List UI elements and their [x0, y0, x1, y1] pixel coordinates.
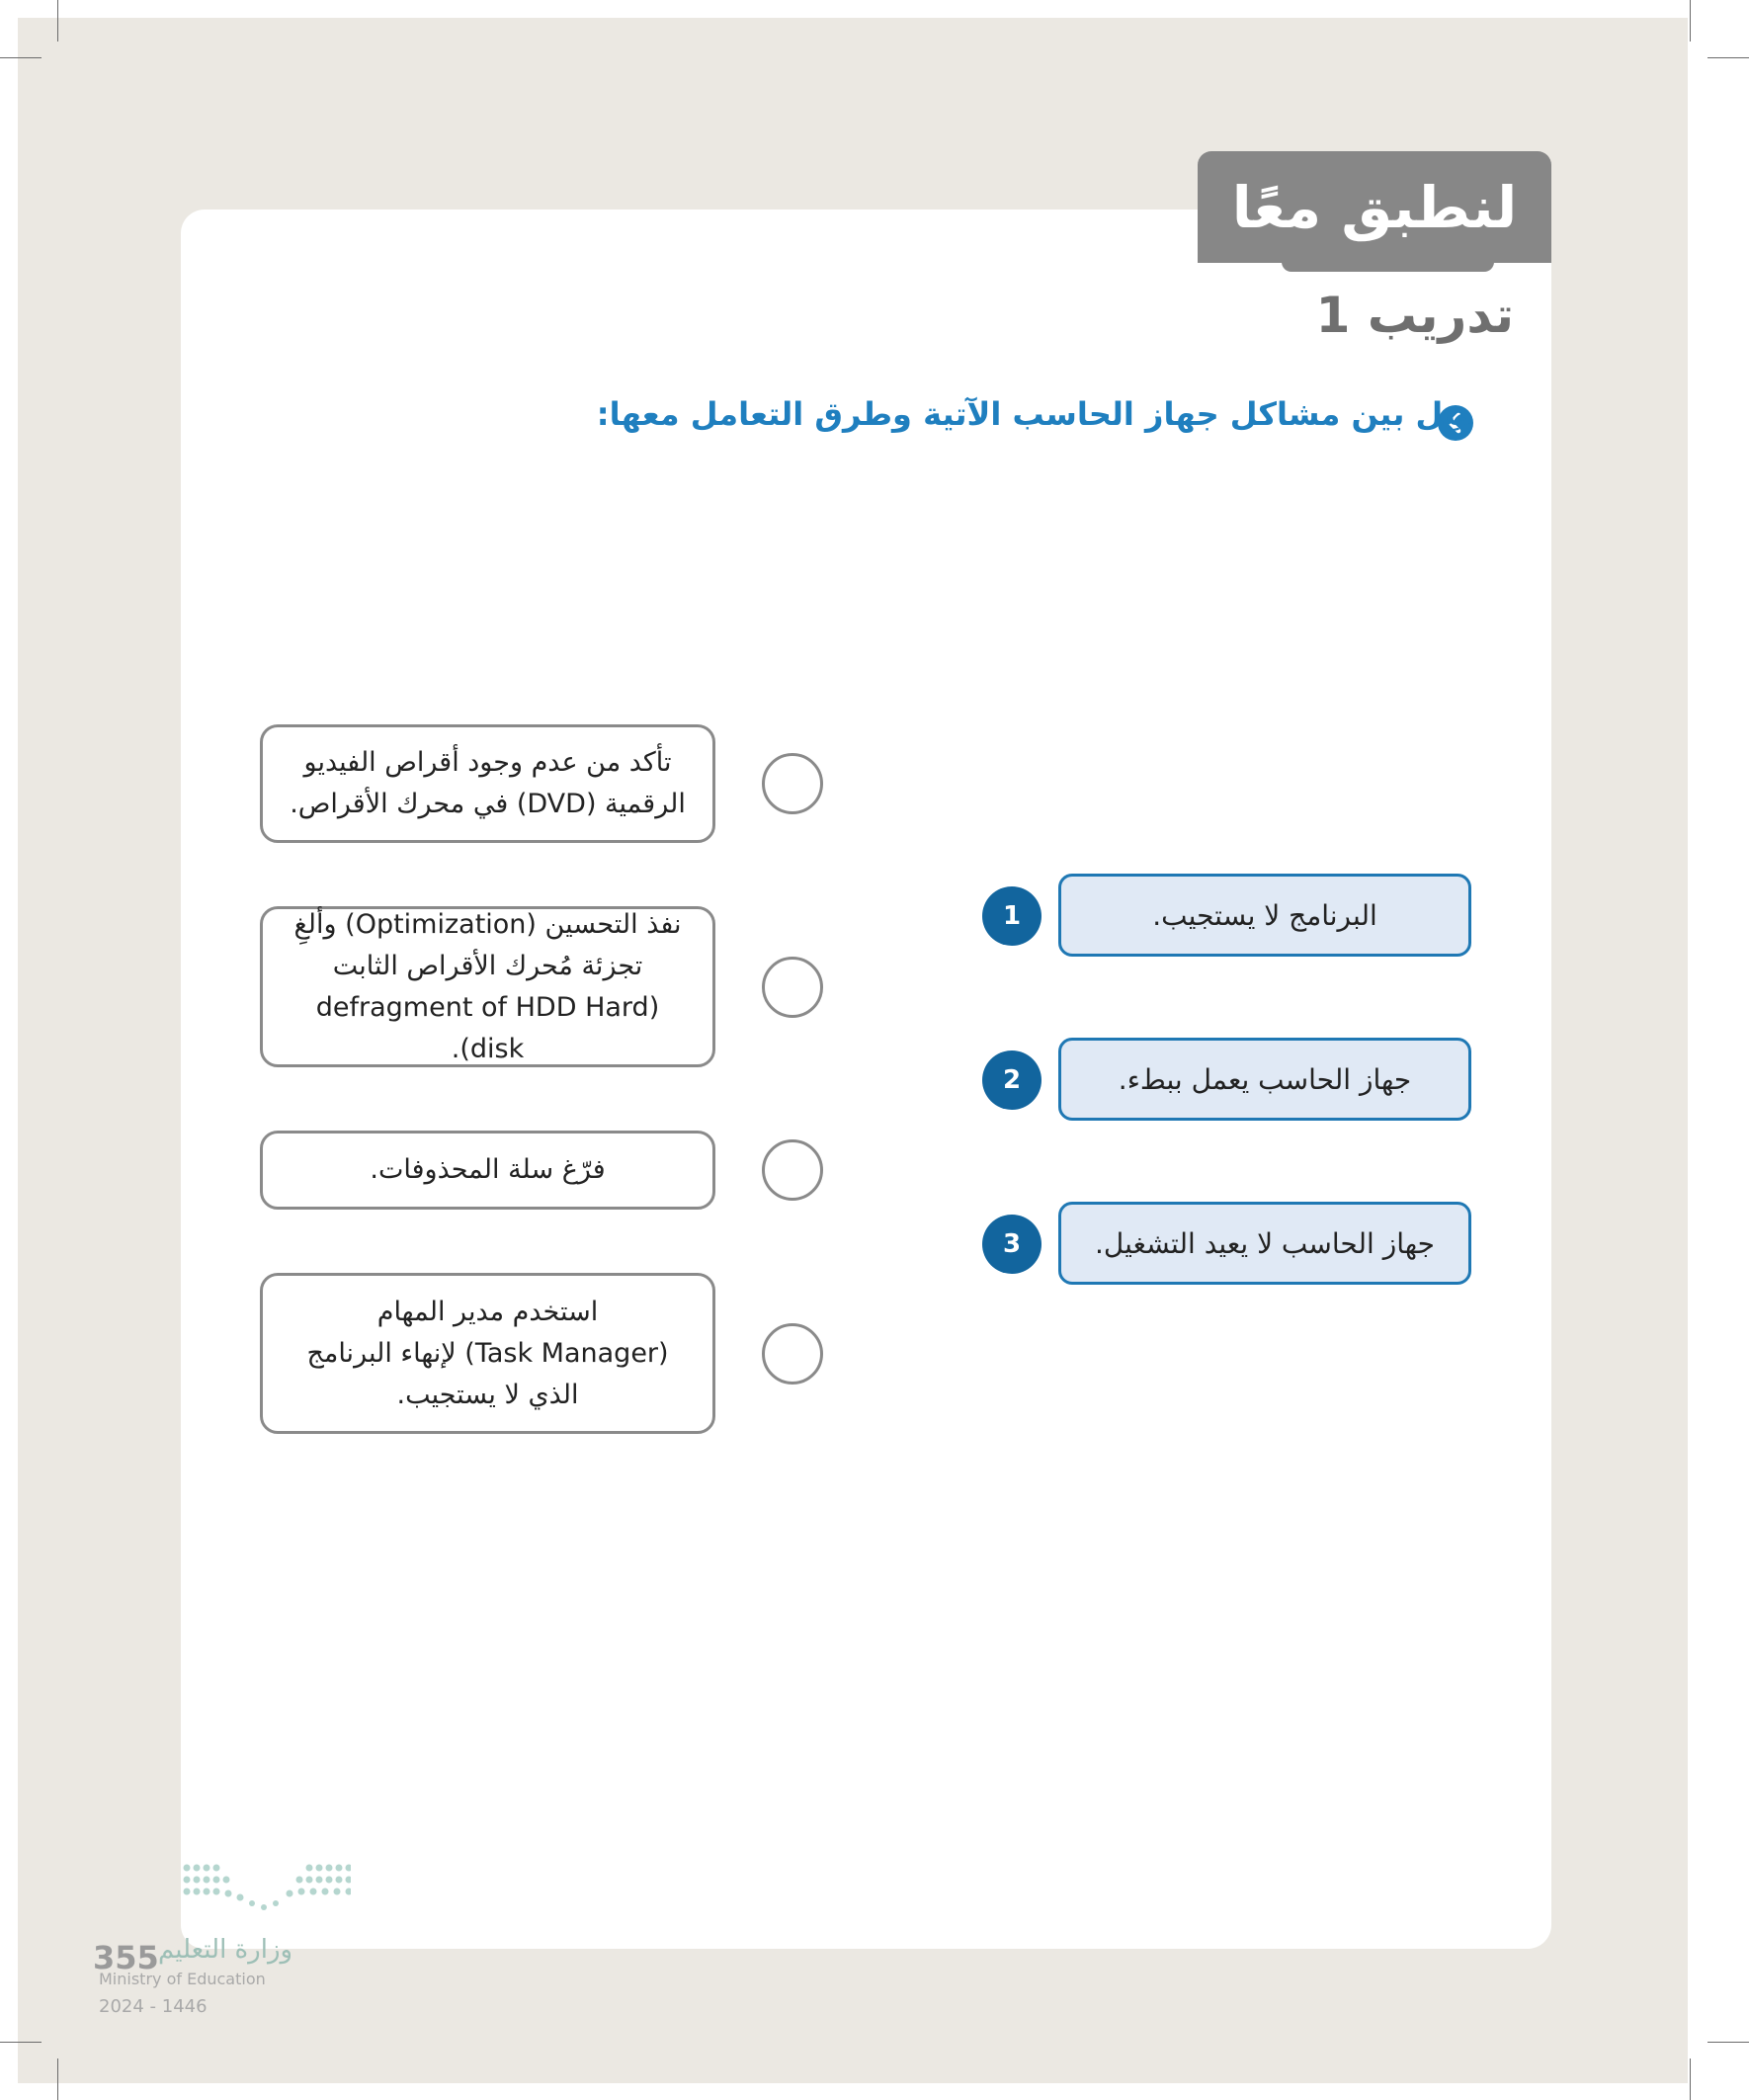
instruction-text: صِل بين مشاكل جهاز الحاسب الآتية وطرق التعامل معها:	[596, 395, 1474, 433]
solution-line: استخدم مدير المهام	[376, 1296, 599, 1327]
crop-mark	[1690, 2058, 1691, 2100]
ministry-logo-icon	[181, 1860, 351, 1919]
section-tab	[1198, 151, 1551, 263]
crop-mark	[57, 2058, 58, 2100]
problem-text: البرنامج لا يستجيب.	[1152, 898, 1377, 932]
problem-number-badge: 1	[982, 886, 1041, 946]
solution-line: تجزئة مُحرك الأقراص الثابت	[332, 950, 643, 981]
solution-line: الرقمية (DVD) في محرك الأقراص.	[290, 789, 686, 819]
problem-text: جهاز الحاسب لا يعيد التشغيل.	[1095, 1226, 1435, 1260]
solution-line: (Task Manager) لإنهاء البرنامج	[306, 1337, 669, 1369]
academic-year: 2024 - 1446	[99, 1996, 208, 2017]
match-circle[interactable]	[762, 753, 823, 814]
crop-mark	[1690, 0, 1691, 42]
match-circle[interactable]	[762, 957, 823, 1018]
solution-line: فرّغ سلة المحذوفات.	[370, 1154, 606, 1185]
section-tab-label: لنطبق معًا	[1231, 173, 1518, 241]
crop-mark	[0, 2042, 42, 2043]
match-circle[interactable]	[762, 1139, 823, 1201]
page-number: 355	[93, 1939, 159, 1976]
crop-mark	[1707, 57, 1749, 58]
solution-box	[260, 906, 715, 1067]
problem-box	[1058, 874, 1471, 957]
crop-mark	[1707, 2042, 1749, 2043]
problem-box	[1058, 1038, 1471, 1121]
solution-box	[260, 1273, 715, 1434]
match-circle[interactable]	[762, 1323, 823, 1385]
solution-line: نفذ التحسين (Optimization) وألغِ	[293, 908, 682, 940]
exercise-title: تدريب 1	[1315, 287, 1514, 344]
ministry-name-english: Ministry of Education	[99, 1970, 266, 1988]
section-tab-notch	[1282, 250, 1494, 272]
crop-mark	[0, 57, 42, 58]
problem-number-badge: 2	[982, 1050, 1041, 1110]
crop-mark	[57, 0, 58, 42]
solution-line: تأكد من عدم وجود أقراص الفيديو	[303, 747, 672, 778]
solution-box	[260, 724, 715, 843]
solution-line: (defragment of HDD Hard disk).	[315, 991, 660, 1064]
ministry-name-arabic: وزارة التعليم	[158, 1935, 293, 1965]
problem-box	[1058, 1202, 1471, 1285]
problem-text: جهاز الحاسب يعمل ببطء.	[1118, 1062, 1412, 1096]
solution-box	[260, 1131, 715, 1210]
problem-number-badge: 3	[982, 1215, 1041, 1274]
solution-line: الذي لا يستجيب.	[396, 1379, 579, 1410]
